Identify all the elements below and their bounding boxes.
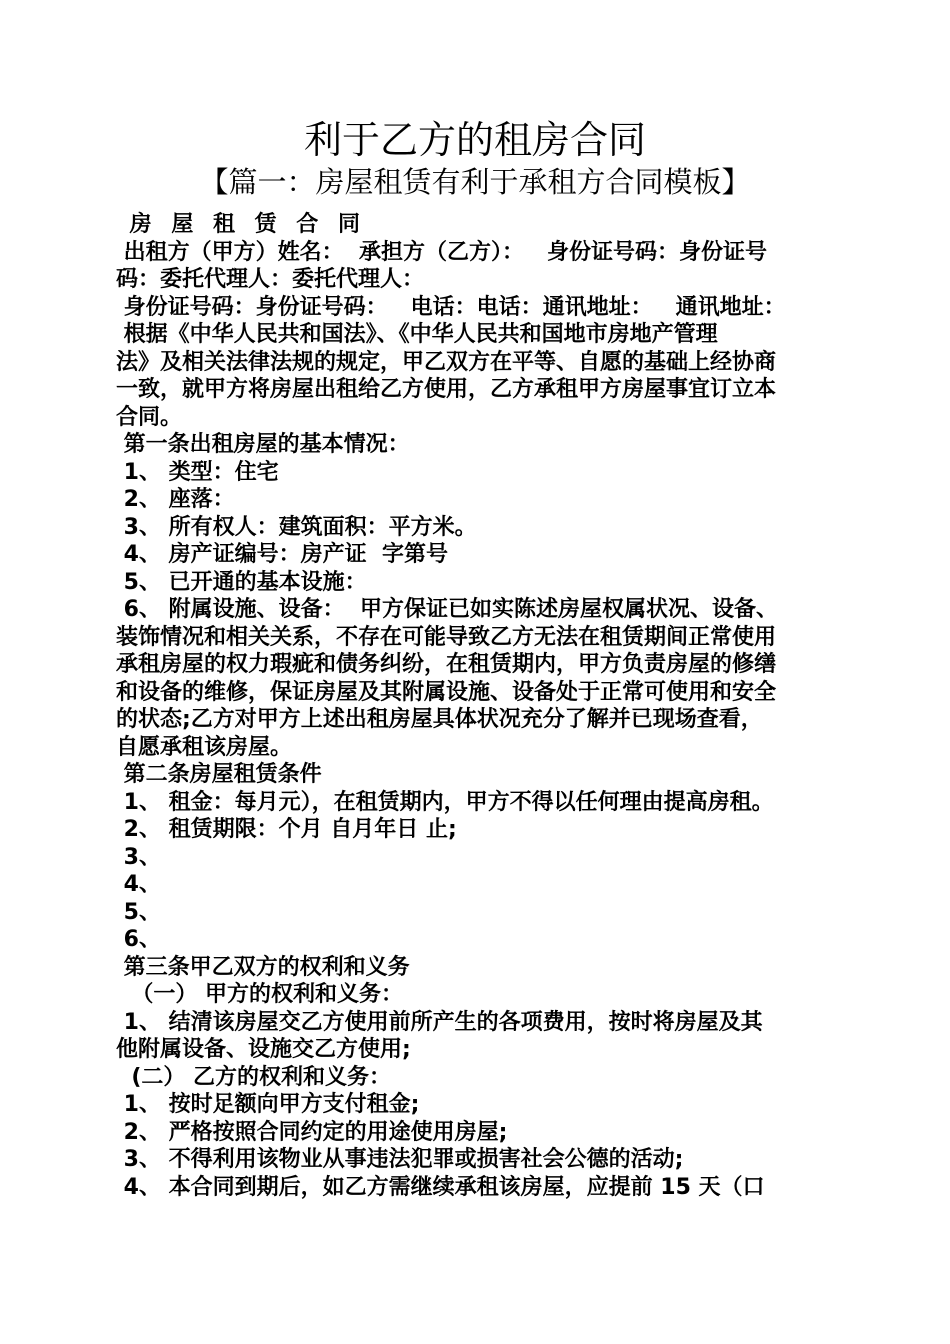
contract-body — [116, 211, 836, 1201]
list-item: 2、 座落： — [116, 487, 235, 512]
text-line: 承租房屋的权力瑕疵和债务纠纷，在租赁期内，甲方负责房屋的修缮 — [116, 652, 777, 677]
list-item: 2、 严格按照合同约定的用途使用房屋; — [116, 1119, 508, 1145]
list-item: 4、 本合同到期后，如乙方需继续承租该房屋，应提前 15 天（口 — [116, 1174, 765, 1200]
text-line: 的状态;乙方对甲方上述出租房屋具体状况充分了解并已现场查看， — [116, 707, 763, 732]
list-item: 4、 — [116, 872, 161, 897]
list-item: 1、 类型：住宅 — [116, 459, 279, 485]
contract-heading: 房 屋 租 赁 合 同 — [116, 212, 366, 237]
section-heading: 第二条房屋租赁条件 — [116, 762, 322, 787]
text-line: 法》及相关法律法规的规定，甲乙双方在平等、自愿的基础上经协商 — [116, 349, 777, 375]
section-heading: 第一条出租房屋的基本情况： — [116, 432, 410, 457]
text-line: 身份证号码：身份证号码： 电话：电话：通讯地址： 通讯地址： — [116, 294, 786, 320]
list-item: 3、 不得利用该物业从事违法犯罪或损害社会公德的活动; — [116, 1147, 684, 1172]
list-item: 5、 已开通的基本设施： — [116, 569, 367, 595]
list-item: 6、 — [116, 927, 161, 952]
list-item: 4、 房产证编号：房产证 字第号 — [116, 542, 448, 567]
list-item: 5、 — [116, 899, 161, 925]
text-line: 他附属设备、设施交乙方使用; — [116, 1037, 411, 1062]
text-line: 码：委托代理人：委托代理人： — [116, 267, 425, 292]
document-title: 利于乙方的租房合同 — [303, 118, 646, 162]
subsection-heading: (二） 乙方的权利和义务： — [116, 1064, 392, 1090]
section-heading: 第三条甲乙双方的权利和义务 — [116, 954, 410, 980]
text-line: 出租方（甲方）姓名： 承担方（乙方）： 身份证号码：身份证号 — [116, 239, 767, 265]
list-item: 2、 租赁期限：个月 自月年日 止; — [116, 817, 457, 842]
text-line: 合同。 — [116, 404, 183, 430]
text-line: 一致，就甲方将房屋出租给乙方使用，乙方承租甲方房屋事宜订立本 — [116, 377, 777, 402]
list-item: 1、 结清该房屋交乙方使用前所产生的各项费用，按时将房屋及其 — [116, 1009, 763, 1035]
document-subtitle: 【篇一：房屋租赁有利于承租方合同模板】 — [199, 165, 751, 199]
text-line: 自愿承租该房屋。 — [116, 734, 293, 760]
text-line: 装饰情况和相关关系，不存在可能导致乙方无法在租赁期间正常使用 — [116, 624, 777, 650]
list-item: 3、 — [116, 844, 161, 870]
list-item: 1、 按时足额向甲方支付租金; — [116, 1092, 420, 1117]
subsection-heading: （一） 甲方的权利和义务： — [116, 982, 403, 1007]
list-item: 3、 所有权人：建筑面积：平方米。 — [116, 514, 477, 540]
text-line: 和设备的维修，保证房屋及其附属设施、设备处于正常可使用和安全 — [116, 679, 777, 705]
text-line: 根据《中华人民共和国法》、《中华人民共和国地市房地产管理 — [116, 322, 718, 347]
list-item: 6、 附属设施、设备： 甲方保证已如实陈述房屋权属状况、设备、 — [116, 597, 778, 622]
list-item: 1、 租金：每月元），在租赁期内，甲方不得以任何理由提高房租。 — [116, 789, 774, 815]
